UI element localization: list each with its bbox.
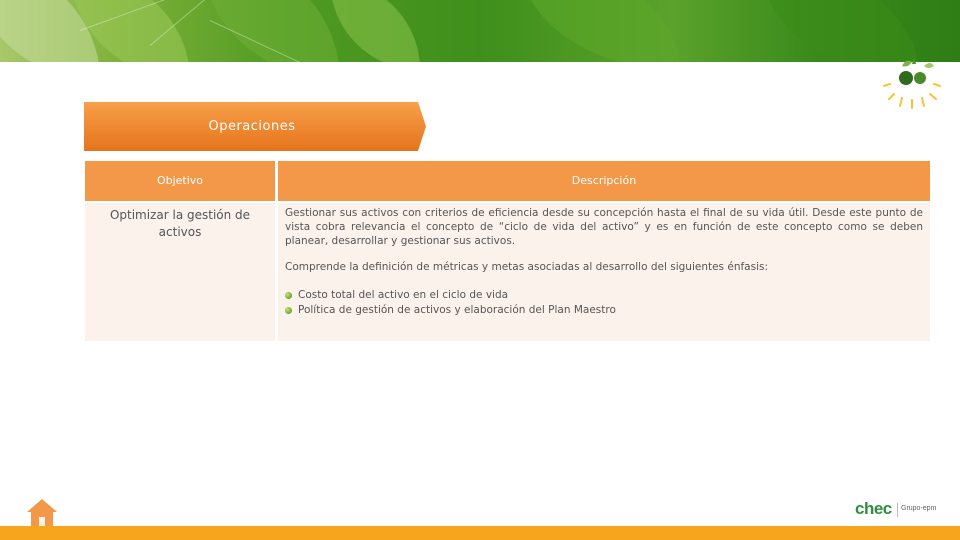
leaf-shape (760, 0, 920, 62)
sun-plant-logo (880, 56, 950, 112)
brand-group: Grupo-epm (901, 505, 937, 512)
leaf-shape (330, 0, 420, 62)
leaf-banner (0, 0, 960, 62)
list-item-text: Costo total del activo en el ciclo de vida (298, 289, 509, 301)
description-block (285, 206, 923, 318)
operations-table (85, 161, 930, 341)
header-objective: Objetivo (85, 161, 275, 201)
objective-text: Optimizar la gestión de activos (109, 208, 251, 239)
list-item (285, 288, 923, 303)
leaf-shape (200, 0, 340, 62)
list-item-text: Política de gestión de activos y elaboración del Plan Maestro (298, 304, 616, 316)
leaf-bullet-icon (285, 292, 292, 299)
home-icon[interactable] (26, 497, 58, 527)
bottom-bar (0, 526, 960, 540)
brand-separator (897, 503, 898, 517)
tab-operaciones[interactable] (84, 102, 426, 151)
description-paragraph: Comprende la definición de métricas y metas asociadas al desarrollo del siguientes énfasis: (285, 261, 768, 273)
description-paragraph: Gestionar sus activos con criterios de eficiencia desde su concepción hasta el final de su vida útil. Desde este punto de vista cobra relevancia el concepto de “ciclo de vida del activo” y es en función de este concepto como se deben planear, desarrollar y gestionar sus activos. (285, 207, 923, 247)
brand-logo (855, 499, 947, 521)
brand-name: chec (855, 499, 892, 518)
leaf-shape (520, 0, 680, 62)
list-item (285, 303, 923, 318)
bullet-list (285, 288, 923, 318)
leaf-bullet-icon (285, 307, 292, 314)
header-description: Descripción (278, 161, 930, 201)
tab-label: Operaciones (208, 119, 296, 134)
